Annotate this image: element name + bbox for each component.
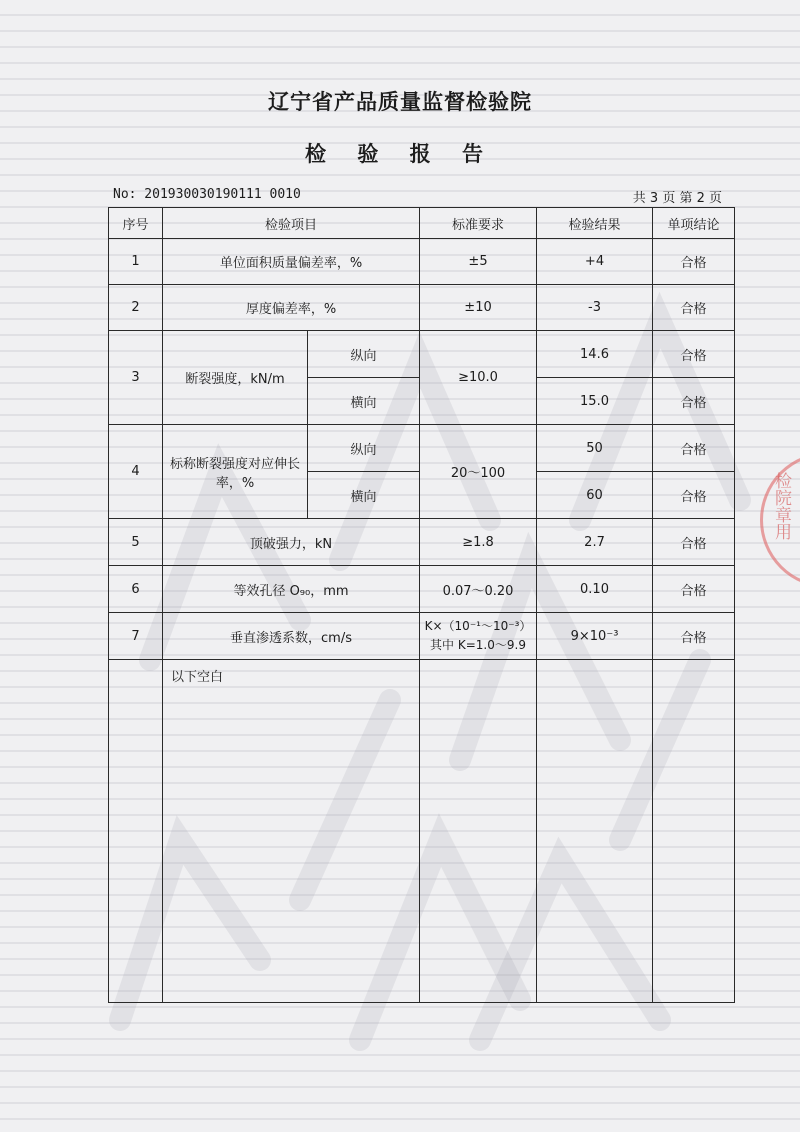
row-requirement: ≥1.8: [420, 519, 537, 566]
table-row: [109, 239, 735, 285]
row-result: +4: [537, 239, 653, 285]
row-item: 垂直渗透系数，cm/s: [163, 613, 420, 660]
row-no: 6: [109, 566, 163, 613]
blank-cell-result: [537, 660, 653, 1003]
row-conclusion: 合格: [653, 425, 735, 472]
row-result: 0.10: [537, 566, 653, 613]
row-conclusion: 合格: [653, 331, 735, 378]
row-requirement: 0.07～0.20: [420, 566, 537, 613]
report-number: No: 201930030190111 0010: [113, 187, 301, 202]
col-header-item: 检验项目: [163, 208, 420, 239]
row-sub-label: 横向: [308, 378, 420, 425]
col-header-conclusion: 单项结论: [653, 208, 735, 239]
row-conclusion: 合格: [653, 613, 735, 660]
row-requirement: ±5: [420, 239, 537, 285]
row-requirement: ≥10.0: [420, 331, 537, 425]
table-row: [109, 519, 735, 566]
row-conclusion: 合格: [653, 566, 735, 613]
row-sub-label: 纵向: [308, 425, 420, 472]
row-result: 60: [537, 472, 653, 519]
row-no: 4: [109, 425, 163, 519]
blank-cell-no: [109, 660, 163, 1003]
row-requirement: ±10: [420, 285, 537, 331]
row-conclusion: 合格: [653, 285, 735, 331]
row-sub-label: 横向: [308, 472, 420, 519]
row-no: 1: [109, 239, 163, 285]
row-requirement: [420, 613, 537, 660]
row-conclusion: 合格: [653, 519, 735, 566]
row-result: 50: [537, 425, 653, 472]
row-no: 5: [109, 519, 163, 566]
row-item: 等效孔径 O₉₀，mm: [163, 566, 420, 613]
table-row: [109, 331, 735, 378]
blank-row: [109, 660, 735, 1003]
row-item: 断裂强度，kN/m: [163, 331, 308, 425]
table-header-row: [109, 208, 735, 239]
col-header-no: 序号: [109, 208, 163, 239]
inspection-table: [108, 207, 735, 1003]
page-info: 共 3 页 第 2 页: [632, 191, 722, 206]
requirement-line-1: K×（10⁻¹～10⁻³）: [424, 619, 532, 633]
row-sub-label: 纵向: [308, 331, 420, 378]
table-row: [109, 613, 735, 660]
row-result: -3: [537, 285, 653, 331]
table-row: [109, 566, 735, 613]
row-conclusion: 合格: [653, 472, 735, 519]
table-row: [109, 285, 735, 331]
row-item: 顶破强力，kN: [163, 519, 420, 566]
blank-note: 以下空白: [163, 660, 420, 1003]
blank-cell-conclusion: [653, 660, 735, 1003]
row-result: 15.0: [537, 378, 653, 425]
table-row: [109, 425, 735, 472]
organization-title: 辽宁省产品质量监督检验院: [268, 90, 532, 114]
row-item: 单位面积质量偏差率，%: [163, 239, 420, 285]
row-result: 14.6: [537, 331, 653, 378]
row-requirement: 20～100: [420, 425, 537, 519]
report-title: 检 验 报 告: [305, 142, 495, 166]
col-header-requirement: 标准要求: [420, 208, 537, 239]
col-header-result: 检验结果: [537, 208, 653, 239]
row-conclusion: 合格: [653, 239, 735, 285]
row-item: 标称断裂强度对应伸长率，%: [163, 425, 308, 519]
seal-stamp-text: 检院章用: [771, 472, 791, 540]
row-no: 3: [109, 331, 163, 425]
requirement-line-2: 其中 K=1.0～9.9: [430, 638, 526, 652]
row-conclusion: 合格: [653, 378, 735, 425]
row-item: 厚度偏差率，%: [163, 285, 420, 331]
row-result: 2.7: [537, 519, 653, 566]
row-result: 9×10⁻³: [537, 613, 653, 660]
row-no: 2: [109, 285, 163, 331]
row-no: 7: [109, 613, 163, 660]
blank-cell-requirement: [420, 660, 537, 1003]
